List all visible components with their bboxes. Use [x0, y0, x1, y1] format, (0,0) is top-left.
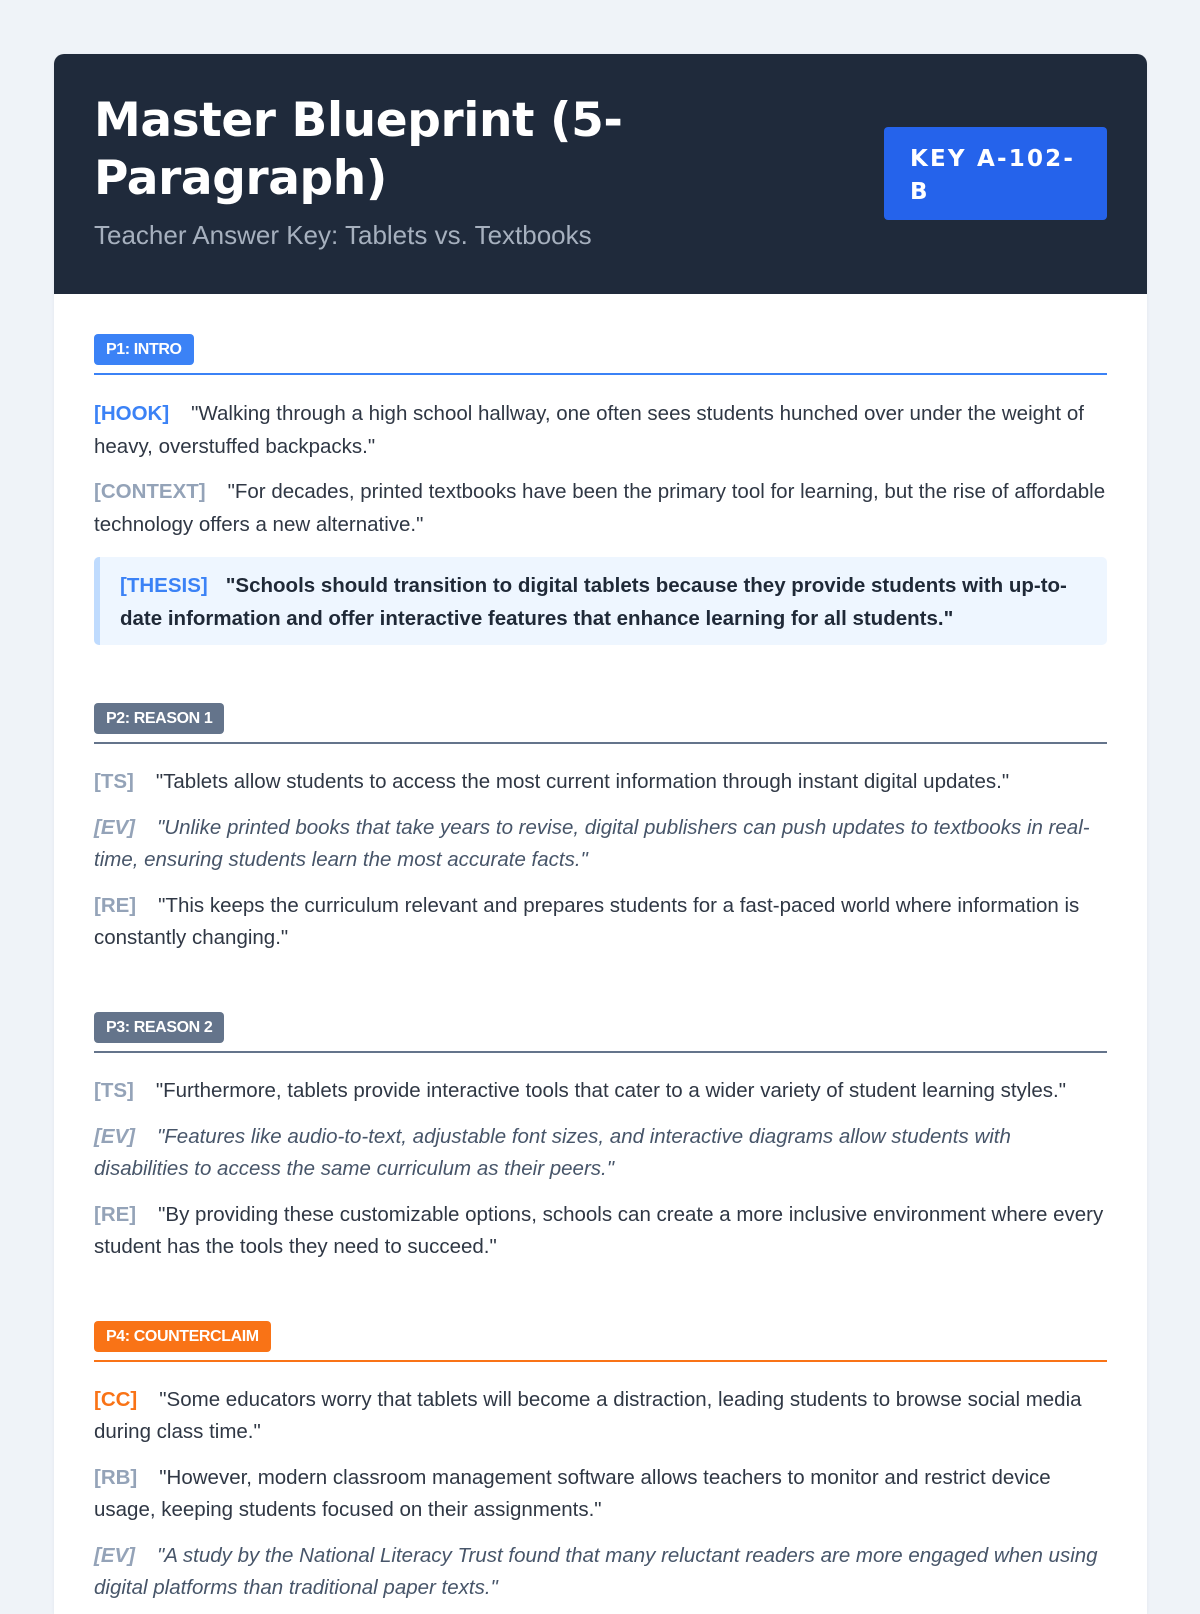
page-title: Master Blueprint (5-Paragraph) [94, 93, 623, 206]
evidence-sentence [94, 1540, 1107, 1604]
rebuttal-sentence [94, 1462, 1107, 1526]
section-label-counterclaim: P4: COUNTERCLAIM [94, 1321, 271, 1352]
thesis-tag: [THESIS] [120, 574, 208, 597]
thesis-text: "Schools should transition to digital tablets because they provide students with up-to-date information and offer interactive features that enhance learning for all students." [120, 574, 1067, 630]
evidence-sentence [94, 812, 1107, 876]
reasoning-tag: [RE] [94, 1203, 137, 1226]
page-header [54, 54, 1147, 294]
rebuttal-tag: [RB] [94, 1466, 138, 1489]
answer-key-sheet [54, 54, 1147, 1614]
counterclaim-tag: [CC] [94, 1388, 138, 1411]
paragraph-reason-1 [94, 703, 1107, 954]
evidence-text: "Features like audio-to-text, adjustable font sizes, and interactive diagrams allow students with disabilities to access the same curriculum as their peers." [94, 1125, 1011, 1180]
evidence-text: "A study by the National Literacy Trust found that many reluctant readers are more engaged when using digital platforms than traditional paper texts." [94, 1544, 1098, 1599]
topic-sentence-tag: [TS] [94, 1079, 134, 1102]
rebuttal-text: "However, modern classroom management software allows teachers to monitor and restrict device usage, keeping students focused on their assignments." [94, 1466, 1051, 1521]
topic-sentence-text: "Furthermore, tablets provide interactive tools that cater to a wider variety of student learning styles." [155, 1079, 1067, 1102]
section-header-reason-1 [94, 703, 1107, 744]
reasoning-sentence [94, 1199, 1107, 1263]
counterclaim-text: "Some educators worry that tablets will become a distraction, leading students to browse social media during class time." [94, 1388, 1082, 1443]
topic-sentence-text: "Tablets allow students to access the most current information through instant digital updates." [155, 770, 1010, 793]
evidence-sentence [94, 1121, 1107, 1185]
context-sentence [94, 475, 1107, 541]
topic-sentence-tag: [TS] [94, 770, 134, 793]
page-subtitle: Teacher Answer Key: Tablets vs. Textbooks [94, 220, 592, 250]
section-header-counterclaim [94, 1321, 1107, 1362]
paragraph-intro [94, 334, 1107, 645]
paragraph-counterclaim [94, 1321, 1107, 1604]
paragraph-reason-2 [94, 1012, 1107, 1263]
section-header-reason-2 [94, 1012, 1107, 1053]
reasoning-tag: [RE] [94, 894, 137, 917]
section-label-intro: P1: INTRO [94, 334, 194, 365]
context-text: "For decades, printed textbooks have been the primary tool for learning, but the rise of affordable technology offers a new alternative." [94, 480, 1106, 536]
evidence-text: "Unlike printed books that take years to revise, digital publishers can push updates to textbooks in real-time, ensuring students learn the most accurate facts." [94, 816, 1090, 871]
hook-sentence [94, 397, 1107, 463]
section-label-reason-1: P2: REASON 1 [94, 703, 224, 734]
hook-tag: [HOOK] [94, 402, 170, 425]
evidence-tag: [EV] [94, 816, 135, 839]
reasoning-text: "By providing these customizable options, schools can create a more inclusive environment where every student has the tools they need to succeed." [94, 1203, 1104, 1258]
hook-text: "Walking through a high school hallway, one often sees students hunched over under the weight of heavy, overstuffed backpacks." [94, 402, 1084, 458]
section-header-intro [94, 334, 1107, 375]
context-tag: [CONTEXT] [94, 480, 206, 503]
reasoning-text: "This keeps the curriculum relevant and prepares students for a fast-paced world where information is constantly changing." [94, 894, 1080, 949]
section-label-reason-2: P3: REASON 2 [94, 1012, 224, 1043]
reasoning-sentence [94, 890, 1107, 954]
topic-sentence [94, 1075, 1107, 1107]
evidence-tag: [EV] [94, 1125, 135, 1148]
topic-sentence [94, 766, 1107, 798]
counterclaim-sentence [94, 1384, 1107, 1448]
answer-key-badge: KEY A-102- B [884, 127, 1107, 220]
evidence-tag: [EV] [94, 1544, 135, 1567]
thesis-callout [94, 557, 1107, 645]
essay-blueprint [54, 294, 1147, 1604]
